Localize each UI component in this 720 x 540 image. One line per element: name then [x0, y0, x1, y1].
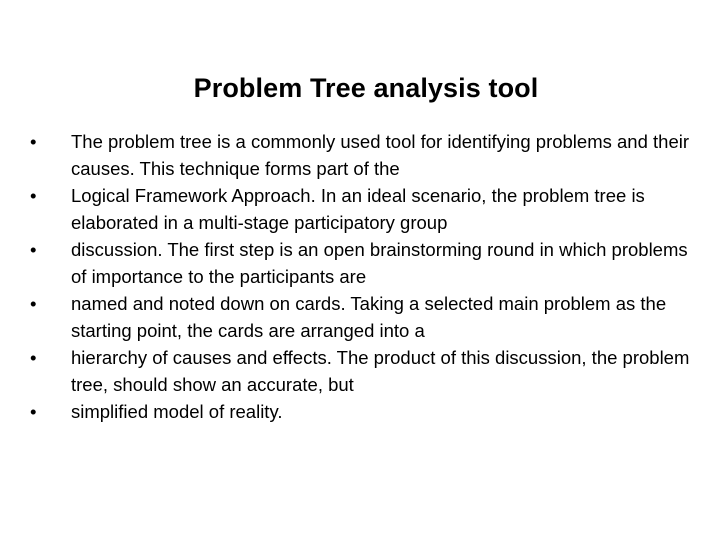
bullet-icon: • [30, 401, 37, 422]
bullet-item [30, 398, 690, 425]
bullet-item [30, 182, 690, 236]
bullet-text: Logical Framework Approach. In an ideal scenario, the problem tree is elaborated in a multi-stage participatory group [71, 185, 645, 233]
bullet-icon: • [30, 347, 37, 368]
bullet-item [30, 128, 690, 182]
bullet-icon: • [30, 239, 37, 260]
slide-title: Problem Tree analysis tool [193, 73, 539, 103]
bullet-item [30, 236, 690, 290]
bullet-item [30, 344, 690, 398]
bullet-list [30, 128, 690, 425]
bullet-text: simplified model of reality. [71, 401, 283, 422]
bullet-text: hierarchy of causes and effects. The product of this discussion, the problem tree, should show an accurate, but [71, 347, 690, 395]
bullet-text: The problem tree is a commonly used tool for identifying problems and their causes. This technique forms part of the [71, 131, 689, 179]
bullet-icon: • [30, 185, 37, 206]
bullet-item [30, 290, 690, 344]
bullet-text: discussion. The first step is an open brainstorming round in which problems of importance to the participants are [71, 239, 688, 287]
bullet-icon: • [30, 293, 37, 314]
bullet-icon: • [30, 131, 37, 152]
bullet-text: named and noted down on cards. Taking a selected main problem as the starting point, the cards are arranged into a [71, 293, 667, 341]
